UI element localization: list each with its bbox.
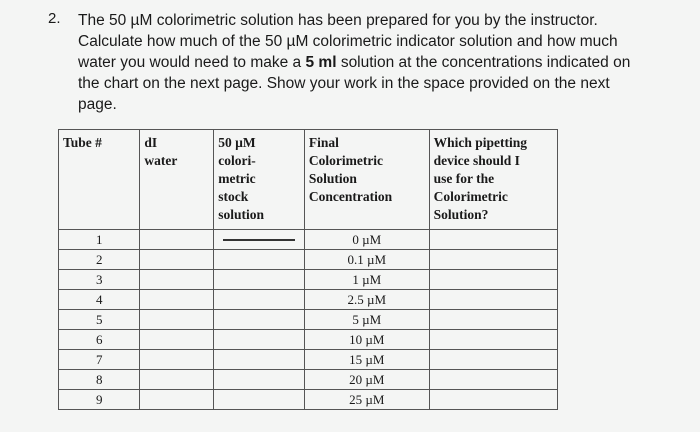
water-cell[interactable] xyxy=(140,230,214,250)
header-stock-line: 50 µM xyxy=(218,135,256,150)
stock-cell[interactable] xyxy=(214,270,305,290)
header-stock-line: colori- xyxy=(218,153,256,168)
header-device-line: Which pipetting xyxy=(433,135,528,150)
header-device-line: Solution? xyxy=(433,207,489,222)
header-device-line: Colorimetric xyxy=(433,189,508,204)
header-stock-line: stock xyxy=(218,189,249,204)
stock-cell[interactable] xyxy=(214,370,305,390)
header-device-line: device should I xyxy=(433,153,520,168)
header-stock-line: solution xyxy=(218,207,264,222)
header-water-line: water xyxy=(144,153,178,168)
device-cell[interactable] xyxy=(429,370,557,390)
header-final-line: Solution xyxy=(308,171,357,186)
device-cell[interactable] xyxy=(429,230,557,250)
question-line: Calculate how much of the 50 µM colorimetric indicator solution and how much xyxy=(78,33,618,50)
concentration-cell: 1 µM xyxy=(304,270,429,290)
header-device xyxy=(429,130,557,230)
table-row xyxy=(59,230,558,250)
tube-number: 6 xyxy=(59,330,140,350)
header-tube-label: Tube # xyxy=(63,135,102,150)
question-line: page. xyxy=(78,96,117,113)
header-water xyxy=(140,130,214,230)
tube-number: 3 xyxy=(59,270,140,290)
blank-line xyxy=(223,239,295,241)
header-final-line: Colorimetric xyxy=(308,153,384,168)
question-line: the chart on the next page. Show your work in the space provided on the next xyxy=(78,75,610,92)
table-row xyxy=(59,310,558,330)
device-cell[interactable] xyxy=(429,310,557,330)
concentration-cell: 25 µM xyxy=(304,390,429,410)
header-stock-line: metric xyxy=(218,171,256,186)
water-cell[interactable] xyxy=(140,330,214,350)
stock-cell[interactable] xyxy=(214,310,305,330)
table-row xyxy=(59,290,558,310)
water-cell[interactable] xyxy=(140,370,214,390)
tube-number: 5 xyxy=(59,310,140,330)
table-row xyxy=(59,350,558,370)
stock-cell[interactable] xyxy=(214,390,305,410)
stock-cell xyxy=(214,230,305,250)
water-cell[interactable] xyxy=(140,290,214,310)
stock-cell[interactable] xyxy=(214,250,305,270)
header-final xyxy=(304,130,429,230)
device-cell[interactable] xyxy=(429,350,557,370)
header-water-line: dI xyxy=(144,135,158,150)
table-row xyxy=(59,370,558,390)
table-row xyxy=(59,390,558,410)
water-cell[interactable] xyxy=(140,390,214,410)
dilution-table xyxy=(58,129,558,410)
question-text xyxy=(78,10,688,115)
header-tube xyxy=(59,130,140,230)
tube-number: 8 xyxy=(59,370,140,390)
header-final-line: Final xyxy=(308,135,339,150)
tube-number: 4 xyxy=(59,290,140,310)
stock-cell[interactable] xyxy=(214,290,305,310)
question-line xyxy=(78,52,688,73)
question-number: 2. xyxy=(48,10,61,27)
table-row xyxy=(59,330,558,350)
volume-emphasis: 5 ml xyxy=(305,54,337,71)
question-line-part: solution at the concentrations indicated on xyxy=(340,54,631,71)
stock-cell[interactable] xyxy=(214,350,305,370)
device-cell[interactable] xyxy=(429,330,557,350)
device-cell[interactable] xyxy=(429,390,557,410)
water-cell[interactable] xyxy=(140,350,214,370)
concentration-cell: 10 µM xyxy=(304,330,429,350)
concentration-cell: 0 µM xyxy=(304,230,429,250)
device-cell[interactable] xyxy=(429,290,557,310)
concentration-cell: 0.1 µM xyxy=(304,250,429,270)
concentration-cell: 15 µM xyxy=(304,350,429,370)
device-cell[interactable] xyxy=(429,250,557,270)
tube-number: 1 xyxy=(59,230,140,250)
stock-cell[interactable] xyxy=(214,330,305,350)
concentration-cell: 5 µM xyxy=(304,310,429,330)
water-cell[interactable] xyxy=(140,310,214,330)
tube-number: 9 xyxy=(59,390,140,410)
tube-number: 7 xyxy=(59,350,140,370)
table-header-row xyxy=(59,130,558,230)
water-cell[interactable] xyxy=(140,250,214,270)
table-row xyxy=(59,250,558,270)
table-row xyxy=(59,270,558,290)
concentration-cell: 2.5 µM xyxy=(304,290,429,310)
header-final-line: Concentration xyxy=(308,189,393,204)
question-line: The 50 µM colorimetric solution has been prepared for you by the instructor. xyxy=(78,12,598,29)
header-device-line: use for the xyxy=(433,171,495,186)
water-cell[interactable] xyxy=(140,270,214,290)
device-cell[interactable] xyxy=(429,270,557,290)
concentration-cell: 20 µM xyxy=(304,370,429,390)
tube-number: 2 xyxy=(59,250,140,270)
question-line-part: water you would need to make a xyxy=(78,54,302,71)
header-stock xyxy=(214,130,305,230)
